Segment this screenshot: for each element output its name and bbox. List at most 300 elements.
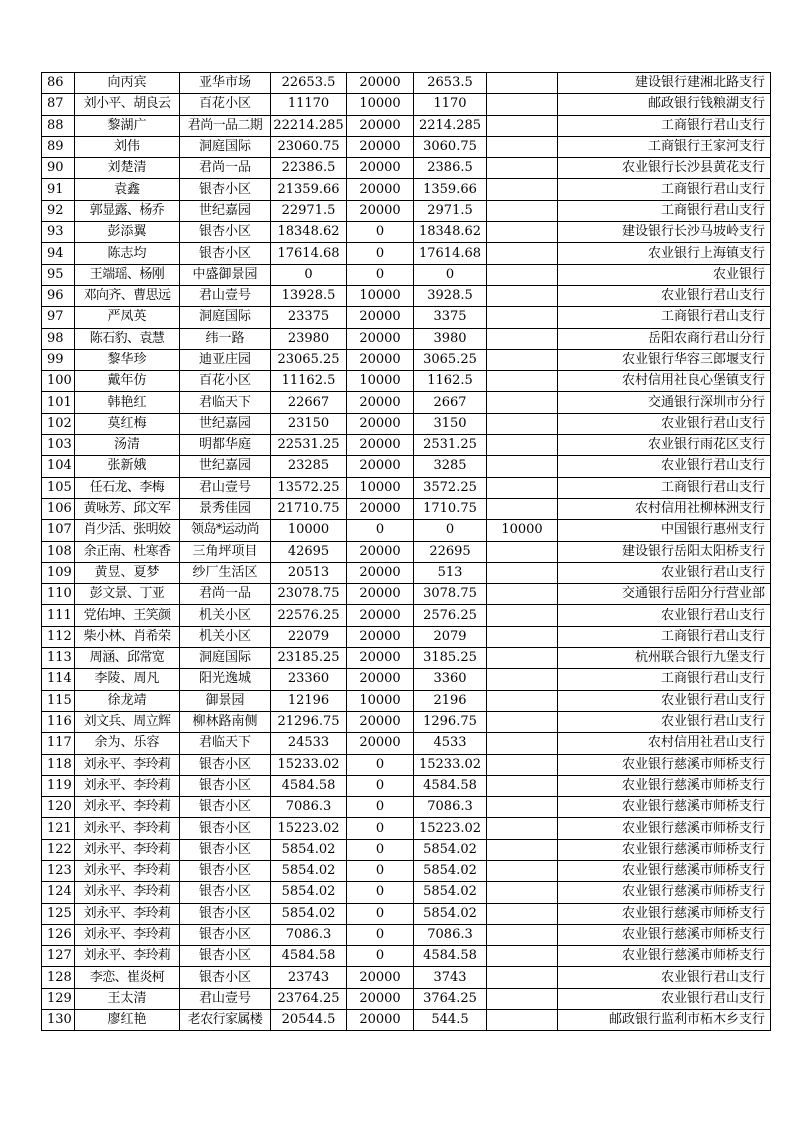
- table-row: [42, 520, 771, 541]
- name-cell: 张新娥: [75, 456, 180, 477]
- community-cell: 银杏小区: [180, 797, 271, 818]
- balance-cell: 1296.75: [414, 711, 487, 732]
- deducted-amount-cell: 20000: [347, 584, 414, 605]
- deducted-amount-cell: 20000: [347, 136, 414, 157]
- table-row: [42, 243, 771, 264]
- deducted-amount-cell: 10000: [347, 371, 414, 392]
- row-number: 86: [42, 73, 75, 94]
- total-amount-cell: 13928.5: [271, 285, 347, 306]
- deducted-amount-cell: 0: [347, 903, 414, 924]
- deducted-amount-cell: 20000: [347, 988, 414, 1009]
- community-cell: 银杏小区: [180, 860, 271, 881]
- bank-cell: 工商银行君山支行: [558, 477, 771, 498]
- bank-cell: 交通银行深圳市分行: [558, 392, 771, 413]
- table-row: [42, 349, 771, 370]
- name-cell: 刘伟: [75, 136, 180, 157]
- row-number: 127: [42, 946, 75, 967]
- name-cell: 任石龙、李梅: [75, 477, 180, 498]
- total-amount-cell: 21359.66: [271, 179, 347, 200]
- total-amount-cell: 21296.75: [271, 711, 347, 732]
- row-number: 125: [42, 903, 75, 924]
- total-amount-cell: 15233.02: [271, 754, 347, 775]
- extra-amount-cell: [487, 392, 558, 413]
- row-number: 106: [42, 498, 75, 519]
- name-cell: 刘文兵、周立辉: [75, 711, 180, 732]
- row-number: 126: [42, 924, 75, 945]
- total-amount-cell: 23285: [271, 456, 347, 477]
- name-cell: 黄昱、夏梦: [75, 562, 180, 583]
- balance-cell: 7086.3: [414, 797, 487, 818]
- name-cell: 廖红艳: [75, 1010, 180, 1031]
- bank-cell: 杭州联合银行九堡支行: [558, 648, 771, 669]
- table-row: [42, 285, 771, 306]
- extra-amount-cell: [487, 669, 558, 690]
- balance-cell: 5854.02: [414, 860, 487, 881]
- community-cell: 银杏小区: [180, 946, 271, 967]
- balance-cell: 5854.02: [414, 882, 487, 903]
- bank-cell: 邮政银行钱粮湖支行: [558, 94, 771, 115]
- deducted-amount-cell: 20000: [347, 605, 414, 626]
- community-cell: 世纪嘉园: [180, 456, 271, 477]
- deducted-amount-cell: 20000: [347, 349, 414, 370]
- table-row: [42, 669, 771, 690]
- balance-cell: 2196: [414, 690, 487, 711]
- name-cell: 刘永平、李玲莉: [75, 946, 180, 967]
- balance-cell: 4533: [414, 733, 487, 754]
- community-cell: 纱厂生活区: [180, 562, 271, 583]
- balance-cell: 5854.02: [414, 839, 487, 860]
- community-cell: 世纪嘉园: [180, 200, 271, 221]
- community-cell: 洞庭国际: [180, 307, 271, 328]
- table-row: [42, 541, 771, 562]
- row-number: 123: [42, 860, 75, 881]
- community-cell: 君山壹号: [180, 988, 271, 1009]
- community-cell: 银杏小区: [180, 222, 271, 243]
- deducted-amount-cell: 0: [347, 222, 414, 243]
- balance-cell: 3743: [414, 967, 487, 988]
- community-cell: 君尚一品二期: [180, 115, 271, 136]
- table-row: [42, 605, 771, 626]
- bank-cell: 岳阳农商行君山分行: [558, 328, 771, 349]
- name-cell: 黄咏芳、邱文军: [75, 498, 180, 519]
- name-cell: 黎湖广: [75, 115, 180, 136]
- community-cell: 银杏小区: [180, 839, 271, 860]
- total-amount-cell: 4584.58: [271, 775, 347, 796]
- extra-amount-cell: [487, 775, 558, 796]
- balance-cell: 4584.58: [414, 775, 487, 796]
- balance-cell: 2576.25: [414, 605, 487, 626]
- community-cell: 纬一路: [180, 328, 271, 349]
- extra-amount-cell: [487, 264, 558, 285]
- community-cell: 百花小区: [180, 371, 271, 392]
- community-cell: 银杏小区: [180, 775, 271, 796]
- extra-amount-cell: [487, 924, 558, 945]
- total-amount-cell: 24533: [271, 733, 347, 754]
- extra-amount-cell: [487, 158, 558, 179]
- deducted-amount-cell: 20000: [347, 413, 414, 434]
- bank-cell: 农业银行慈溪市师桥支行: [558, 818, 771, 839]
- table-row: [42, 584, 771, 605]
- total-amount-cell: 22971.5: [271, 200, 347, 221]
- table-row: [42, 733, 771, 754]
- bank-cell: 农业银行慈溪市师桥支行: [558, 903, 771, 924]
- deducted-amount-cell: 0: [347, 264, 414, 285]
- name-cell: 柴小林、肖希荣: [75, 626, 180, 647]
- bank-cell: 农业银行君山支行: [558, 605, 771, 626]
- balance-cell: 2531.25: [414, 435, 487, 456]
- balance-cell: 2653.5: [414, 73, 487, 94]
- row-number: 99: [42, 349, 75, 370]
- table-row: [42, 775, 771, 796]
- name-cell: 徐龙靖: [75, 690, 180, 711]
- total-amount-cell: 23065.25: [271, 349, 347, 370]
- deducted-amount-cell: 20000: [347, 392, 414, 413]
- extra-amount-cell: [487, 690, 558, 711]
- row-number: 130: [42, 1010, 75, 1031]
- table-row: [42, 392, 771, 413]
- table-row: [42, 946, 771, 967]
- table-row: [42, 115, 771, 136]
- bank-cell: 建设银行岳阳太阳桥支行: [558, 541, 771, 562]
- extra-amount-cell: [487, 754, 558, 775]
- balance-cell: 3078.75: [414, 584, 487, 605]
- name-cell: 余正南、杜寒香: [75, 541, 180, 562]
- row-number: 98: [42, 328, 75, 349]
- balance-cell: 3060.75: [414, 136, 487, 157]
- balance-cell: 2667: [414, 392, 487, 413]
- community-cell: 阳光逸城: [180, 669, 271, 690]
- deducted-amount-cell: 0: [347, 924, 414, 945]
- deducted-amount-cell: 20000: [347, 626, 414, 647]
- balance-cell: 2079: [414, 626, 487, 647]
- deducted-amount-cell: 20000: [347, 200, 414, 221]
- name-cell: 王端瑶、杨刚: [75, 264, 180, 285]
- balance-cell: 3285: [414, 456, 487, 477]
- row-number: 115: [42, 690, 75, 711]
- extra-amount-cell: [487, 307, 558, 328]
- deducted-amount-cell: 0: [347, 946, 414, 967]
- row-number: 93: [42, 222, 75, 243]
- total-amount-cell: 42695: [271, 541, 347, 562]
- balance-cell: 22695: [414, 541, 487, 562]
- bank-cell: 农业银行慈溪市师桥支行: [558, 924, 771, 945]
- table-row: [42, 648, 771, 669]
- balance-cell: 2971.5: [414, 200, 487, 221]
- table-row: [42, 882, 771, 903]
- deducted-amount-cell: 10000: [347, 285, 414, 306]
- total-amount-cell: 10000: [271, 520, 347, 541]
- total-amount-cell: 22531.25: [271, 435, 347, 456]
- table-row: [42, 562, 771, 583]
- extra-amount-cell: [487, 222, 558, 243]
- balance-cell: 2214.285: [414, 115, 487, 136]
- extra-amount-cell: [487, 136, 558, 157]
- name-cell: 王太清: [75, 988, 180, 1009]
- total-amount-cell: 15223.02: [271, 818, 347, 839]
- bank-cell: 农业银行上海镇支行: [558, 243, 771, 264]
- row-number: 94: [42, 243, 75, 264]
- table-row: [42, 690, 771, 711]
- community-cell: 君临天下: [180, 733, 271, 754]
- deducted-amount-cell: 10000: [347, 94, 414, 115]
- extra-amount-cell: [487, 179, 558, 200]
- name-cell: 余为、乐容: [75, 733, 180, 754]
- row-number: 102: [42, 413, 75, 434]
- table-row: [42, 136, 771, 157]
- community-cell: 机关小区: [180, 626, 271, 647]
- row-number: 117: [42, 733, 75, 754]
- total-amount-cell: 7086.3: [271, 797, 347, 818]
- total-amount-cell: 23360: [271, 669, 347, 690]
- deducted-amount-cell: 10000: [347, 690, 414, 711]
- bank-cell: 中国银行惠州支行: [558, 520, 771, 541]
- row-number: 124: [42, 882, 75, 903]
- bank-cell: 工商银行君山支行: [558, 179, 771, 200]
- total-amount-cell: 7086.3: [271, 924, 347, 945]
- balance-cell: 3360: [414, 669, 487, 690]
- bank-cell: 工商银行君山支行: [558, 200, 771, 221]
- total-amount-cell: 22667: [271, 392, 347, 413]
- row-number: 121: [42, 818, 75, 839]
- bank-cell: 工商银行君山支行: [558, 669, 771, 690]
- name-cell: 李陵、周凡: [75, 669, 180, 690]
- row-number: 90: [42, 158, 75, 179]
- total-amount-cell: 5854.02: [271, 839, 347, 860]
- bank-cell: 农业银行华容三郎堰支行: [558, 349, 771, 370]
- total-amount-cell: 22214.285: [271, 115, 347, 136]
- community-cell: 银杏小区: [180, 179, 271, 200]
- balance-cell: 7086.3: [414, 924, 487, 945]
- balance-cell: 3375: [414, 307, 487, 328]
- name-cell: 刘永平、李玲莉: [75, 882, 180, 903]
- extra-amount-cell: [487, 860, 558, 881]
- deducted-amount-cell: 20000: [347, 711, 414, 732]
- deducted-amount-cell: 20000: [347, 328, 414, 349]
- total-amount-cell: 23980: [271, 328, 347, 349]
- bank-cell: 农业银行君山支行: [558, 285, 771, 306]
- community-cell: 领岛*运动尚: [180, 520, 271, 541]
- bank-cell: 农业银行慈溪市师桥支行: [558, 754, 771, 775]
- table-row: [42, 754, 771, 775]
- data-table: [41, 72, 771, 1031]
- row-number: 95: [42, 264, 75, 285]
- bank-cell: 农村信用社君山支行: [558, 733, 771, 754]
- extra-amount-cell: [487, 626, 558, 647]
- total-amount-cell: 20513: [271, 562, 347, 583]
- name-cell: 彭添翼: [75, 222, 180, 243]
- name-cell: 彭文景、丁亚: [75, 584, 180, 605]
- table-row: [42, 818, 771, 839]
- extra-amount-cell: [487, 797, 558, 818]
- balance-cell: 3150: [414, 413, 487, 434]
- name-cell: 黎华珍: [75, 349, 180, 370]
- table-row: [42, 179, 771, 200]
- table-row: [42, 903, 771, 924]
- name-cell: 刘楚清: [75, 158, 180, 179]
- row-number: 103: [42, 435, 75, 456]
- balance-cell: 17614.68: [414, 243, 487, 264]
- name-cell: 刘永平、李玲莉: [75, 903, 180, 924]
- name-cell: 陈志均: [75, 243, 180, 264]
- bank-cell: 农业银行: [558, 264, 771, 285]
- deducted-amount-cell: 20000: [347, 733, 414, 754]
- deducted-amount-cell: 20000: [347, 435, 414, 456]
- total-amount-cell: 13572.25: [271, 477, 347, 498]
- table-row: [42, 967, 771, 988]
- bank-cell: 工商银行王家河支行: [558, 136, 771, 157]
- deducted-amount-cell: 20000: [347, 669, 414, 690]
- community-cell: 银杏小区: [180, 967, 271, 988]
- name-cell: 戴年仿: [75, 371, 180, 392]
- community-cell: 君尚一品: [180, 158, 271, 179]
- community-cell: 银杏小区: [180, 754, 271, 775]
- total-amount-cell: 12196: [271, 690, 347, 711]
- community-cell: 君山壹号: [180, 477, 271, 498]
- balance-cell: 513: [414, 562, 487, 583]
- community-cell: 银杏小区: [180, 818, 271, 839]
- bank-cell: 农业银行君山支行: [558, 456, 771, 477]
- extra-amount-cell: 10000: [487, 520, 558, 541]
- balance-cell: 1170: [414, 94, 487, 115]
- row-number: 109: [42, 562, 75, 583]
- community-cell: 君临天下: [180, 392, 271, 413]
- total-amount-cell: 0: [271, 264, 347, 285]
- community-cell: 洞庭国际: [180, 136, 271, 157]
- deducted-amount-cell: 0: [347, 860, 414, 881]
- deducted-amount-cell: 20000: [347, 498, 414, 519]
- extra-amount-cell: [487, 605, 558, 626]
- balance-cell: 1710.75: [414, 498, 487, 519]
- table-row: [42, 413, 771, 434]
- name-cell: 李恋、崔炎柯: [75, 967, 180, 988]
- bank-cell: 农业银行君山支行: [558, 988, 771, 1009]
- total-amount-cell: 22653.5: [271, 73, 347, 94]
- bank-cell: 建设银行长沙马坡岭支行: [558, 222, 771, 243]
- extra-amount-cell: [487, 435, 558, 456]
- extra-amount-cell: [487, 1010, 558, 1031]
- total-amount-cell: 23060.75: [271, 136, 347, 157]
- bank-cell: 建设银行建湘北路支行: [558, 73, 771, 94]
- extra-amount-cell: [487, 477, 558, 498]
- extra-amount-cell: [487, 562, 558, 583]
- total-amount-cell: 5854.02: [271, 882, 347, 903]
- balance-cell: 0: [414, 520, 487, 541]
- deducted-amount-cell: 20000: [347, 562, 414, 583]
- name-cell: 刘永平、李玲莉: [75, 860, 180, 881]
- deducted-amount-cell: 20000: [347, 541, 414, 562]
- name-cell: 向丙宾: [75, 73, 180, 94]
- bank-cell: 农业银行慈溪市师桥支行: [558, 775, 771, 796]
- deducted-amount-cell: 20000: [347, 158, 414, 179]
- balance-cell: 1359.66: [414, 179, 487, 200]
- row-number: 111: [42, 605, 75, 626]
- extra-amount-cell: [487, 711, 558, 732]
- deducted-amount-cell: 10000: [347, 477, 414, 498]
- community-cell: 明都华庭: [180, 435, 271, 456]
- deducted-amount-cell: 20000: [347, 73, 414, 94]
- table-row: [42, 839, 771, 860]
- total-amount-cell: 22079: [271, 626, 347, 647]
- extra-amount-cell: [487, 498, 558, 519]
- bank-cell: 工商银行君山支行: [558, 307, 771, 328]
- row-number: 88: [42, 115, 75, 136]
- name-cell: 韩艳红: [75, 392, 180, 413]
- balance-cell: 15223.02: [414, 818, 487, 839]
- name-cell: 袁鑫: [75, 179, 180, 200]
- total-amount-cell: 23150: [271, 413, 347, 434]
- extra-amount-cell: [487, 349, 558, 370]
- deducted-amount-cell: 20000: [347, 179, 414, 200]
- extra-amount-cell: [487, 818, 558, 839]
- name-cell: 刘永平、李玲莉: [75, 797, 180, 818]
- total-amount-cell: 23078.75: [271, 584, 347, 605]
- community-cell: 银杏小区: [180, 924, 271, 945]
- table-row: [42, 498, 771, 519]
- balance-cell: 15233.02: [414, 754, 487, 775]
- row-number: 112: [42, 626, 75, 647]
- extra-amount-cell: [487, 903, 558, 924]
- name-cell: 陈石豹、袁慧: [75, 328, 180, 349]
- row-number: 120: [42, 797, 75, 818]
- row-number: 87: [42, 94, 75, 115]
- row-number: 92: [42, 200, 75, 221]
- community-cell: 老农行家属楼: [180, 1010, 271, 1031]
- table-body: [42, 73, 771, 1031]
- row-number: 119: [42, 775, 75, 796]
- total-amount-cell: 11162.5: [271, 371, 347, 392]
- deducted-amount-cell: 20000: [347, 648, 414, 669]
- extra-amount-cell: [487, 94, 558, 115]
- extra-amount-cell: [487, 200, 558, 221]
- extra-amount-cell: [487, 648, 558, 669]
- balance-cell: 18348.62: [414, 222, 487, 243]
- row-number: 122: [42, 839, 75, 860]
- name-cell: 刘永平、李玲莉: [75, 839, 180, 860]
- table-row: [42, 860, 771, 881]
- total-amount-cell: 23743: [271, 967, 347, 988]
- community-cell: 银杏小区: [180, 882, 271, 903]
- balance-cell: 3980: [414, 328, 487, 349]
- bank-cell: 工商银行君山支行: [558, 626, 771, 647]
- table-row: [42, 94, 771, 115]
- row-number: 101: [42, 392, 75, 413]
- balance-cell: 2386.5: [414, 158, 487, 179]
- table-row: [42, 477, 771, 498]
- table-row: [42, 73, 771, 94]
- table-row: [42, 307, 771, 328]
- row-number: 100: [42, 371, 75, 392]
- community-cell: 机关小区: [180, 605, 271, 626]
- name-cell: 刘永平、李玲莉: [75, 818, 180, 839]
- name-cell: 周涵、邱常宽: [75, 648, 180, 669]
- name-cell: 刘永平、李玲莉: [75, 924, 180, 945]
- total-amount-cell: 23375: [271, 307, 347, 328]
- deducted-amount-cell: 0: [347, 839, 414, 860]
- table-row: [42, 158, 771, 179]
- community-cell: 三角坪项目: [180, 541, 271, 562]
- name-cell: 刘永平、李玲莉: [75, 754, 180, 775]
- balance-cell: 544.5: [414, 1010, 487, 1031]
- row-number: 104: [42, 456, 75, 477]
- row-number: 116: [42, 711, 75, 732]
- extra-amount-cell: [487, 243, 558, 264]
- deducted-amount-cell: 20000: [347, 307, 414, 328]
- community-cell: 百花小区: [180, 94, 271, 115]
- total-amount-cell: 22576.25: [271, 605, 347, 626]
- balance-cell: 0: [414, 264, 487, 285]
- name-cell: 刘永平、李玲莉: [75, 775, 180, 796]
- community-cell: 迪亚庄园: [180, 349, 271, 370]
